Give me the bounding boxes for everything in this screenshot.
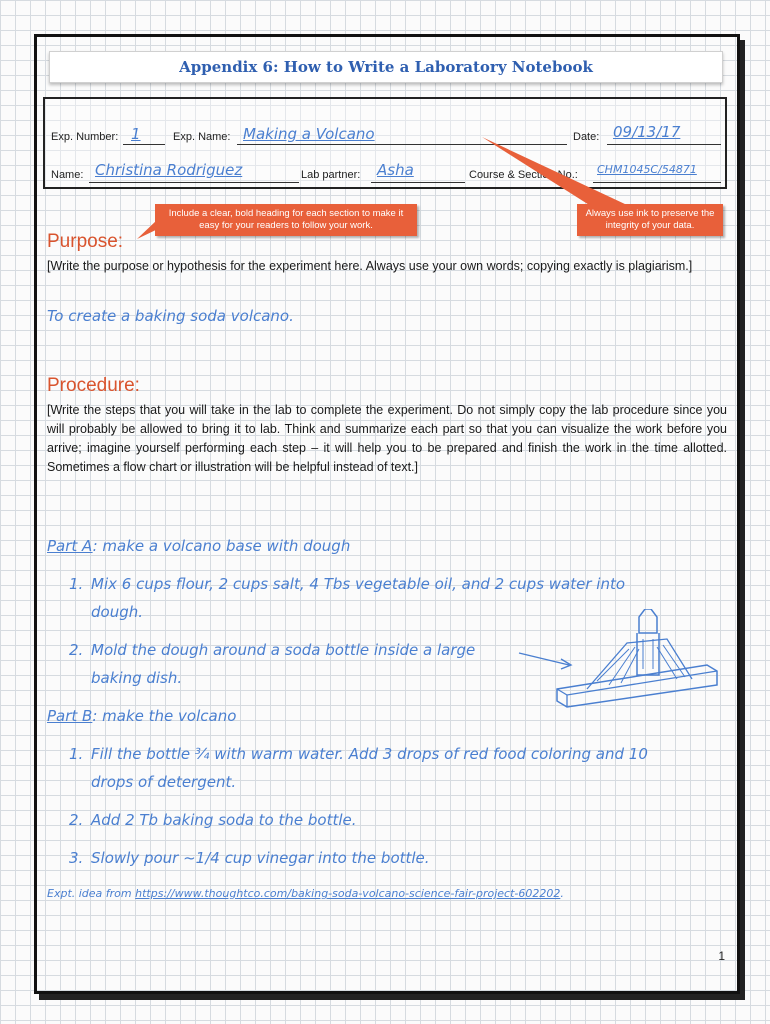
part-b-text: : make the volcano: [92, 707, 237, 725]
step-text: Slowly pour ~1/4 cup vinegar into the bottle.: [91, 849, 430, 867]
part-b-label: Part B: [47, 707, 93, 725]
volcano-sketch: [517, 609, 727, 719]
source-link[interactable]: https://www.thoughtco.com/baking-soda-volcano-science-fair-project-602202: [135, 887, 561, 900]
part-a-step-1: [69, 575, 625, 593]
step-number: 3.: [69, 849, 84, 867]
part-a-heading: [47, 537, 350, 555]
part-b-heading: [47, 707, 236, 725]
experiment-source: [47, 887, 564, 900]
source-prefix: Expt. idea from: [47, 887, 136, 900]
exp-name-label: Exp. Name:: [173, 131, 231, 143]
course-value: CHM1045C/54871: [597, 163, 697, 176]
step-number: 2.: [69, 811, 84, 829]
procedure-heading: Procedure:: [47, 375, 140, 396]
exp-number-value: 1: [131, 125, 141, 143]
step-text: Mold the dough around a soda bottle inside a large: [91, 641, 476, 659]
procedure-instructions: [Write the steps that you will take in the lab to complete the experiment. Do not simply copy the lab procedure since you will probably be allowed to bring it to lab. Think and summarize each part so that you can visualize the work before you arrive; imagine yourself performing each step – it will help you to be prepared and finish the work in the time allotted. Sometimes a flow chart or illustration will be helpful instead of text.]: [47, 403, 727, 474]
part-b-step-3: [69, 849, 430, 867]
part-a-step-2: [69, 641, 475, 659]
step-text: Add 2 Tb baking soda to the bottle.: [91, 811, 357, 829]
name-label: Name:: [51, 169, 84, 181]
part-b-step-1: [69, 745, 648, 763]
page-number: 1: [718, 949, 725, 963]
page-title: Appendix 6: How to Write a Laboratory Notebook: [49, 51, 723, 83]
step-number: 1.: [69, 575, 84, 593]
lab-partner-label: Lab partner:: [301, 169, 361, 181]
heading-tip-callout: Include a clear, bold heading for each section to make it easy for your readers to follow your work.: [155, 204, 417, 236]
part-a-text: : make a volcano base with dough: [92, 537, 351, 555]
part-b-step-1-cont: drops of detergent.: [91, 773, 237, 791]
part-a-step-1-cont: dough.: [91, 603, 144, 621]
purpose-heading: Purpose:: [47, 231, 124, 252]
notebook-page: [34, 34, 740, 994]
purpose-instructions: [Write the purpose or hypothesis for the experiment here. Always use your own words; copying exactly is plagiarism.]: [47, 259, 693, 273]
exp-number-label: Exp. Number:: [51, 131, 119, 143]
part-a-label: Part A: [47, 537, 93, 555]
step-text: Mix 6 cups flour, 2 cups salt, 4 Tbs vegetable oil, and 2 cups water into: [91, 575, 626, 593]
purpose-handwritten: To create a baking soda volcano.: [47, 307, 294, 325]
lab-partner-value: Asha: [377, 161, 414, 179]
name-value: Christina Rodriguez: [95, 161, 243, 179]
step-number: 1.: [69, 745, 84, 763]
ink-tip-callout: Always use ink to preserve the integrity of your data.: [577, 204, 723, 236]
date-value: 09/13/17: [613, 123, 681, 141]
part-b-step-2: [69, 811, 357, 829]
source-suffix: .: [560, 887, 564, 900]
step-text: Fill the bottle ¾ with warm water. Add 3 drops of red food coloring and 10: [91, 745, 648, 763]
step-number: 2.: [69, 641, 84, 659]
course-label: Course & Section No.:: [469, 169, 578, 181]
part-a-step-2-cont: baking dish.: [91, 669, 183, 687]
exp-name-value: Making a Volcano: [243, 125, 375, 143]
date-label: Date:: [573, 131, 600, 143]
